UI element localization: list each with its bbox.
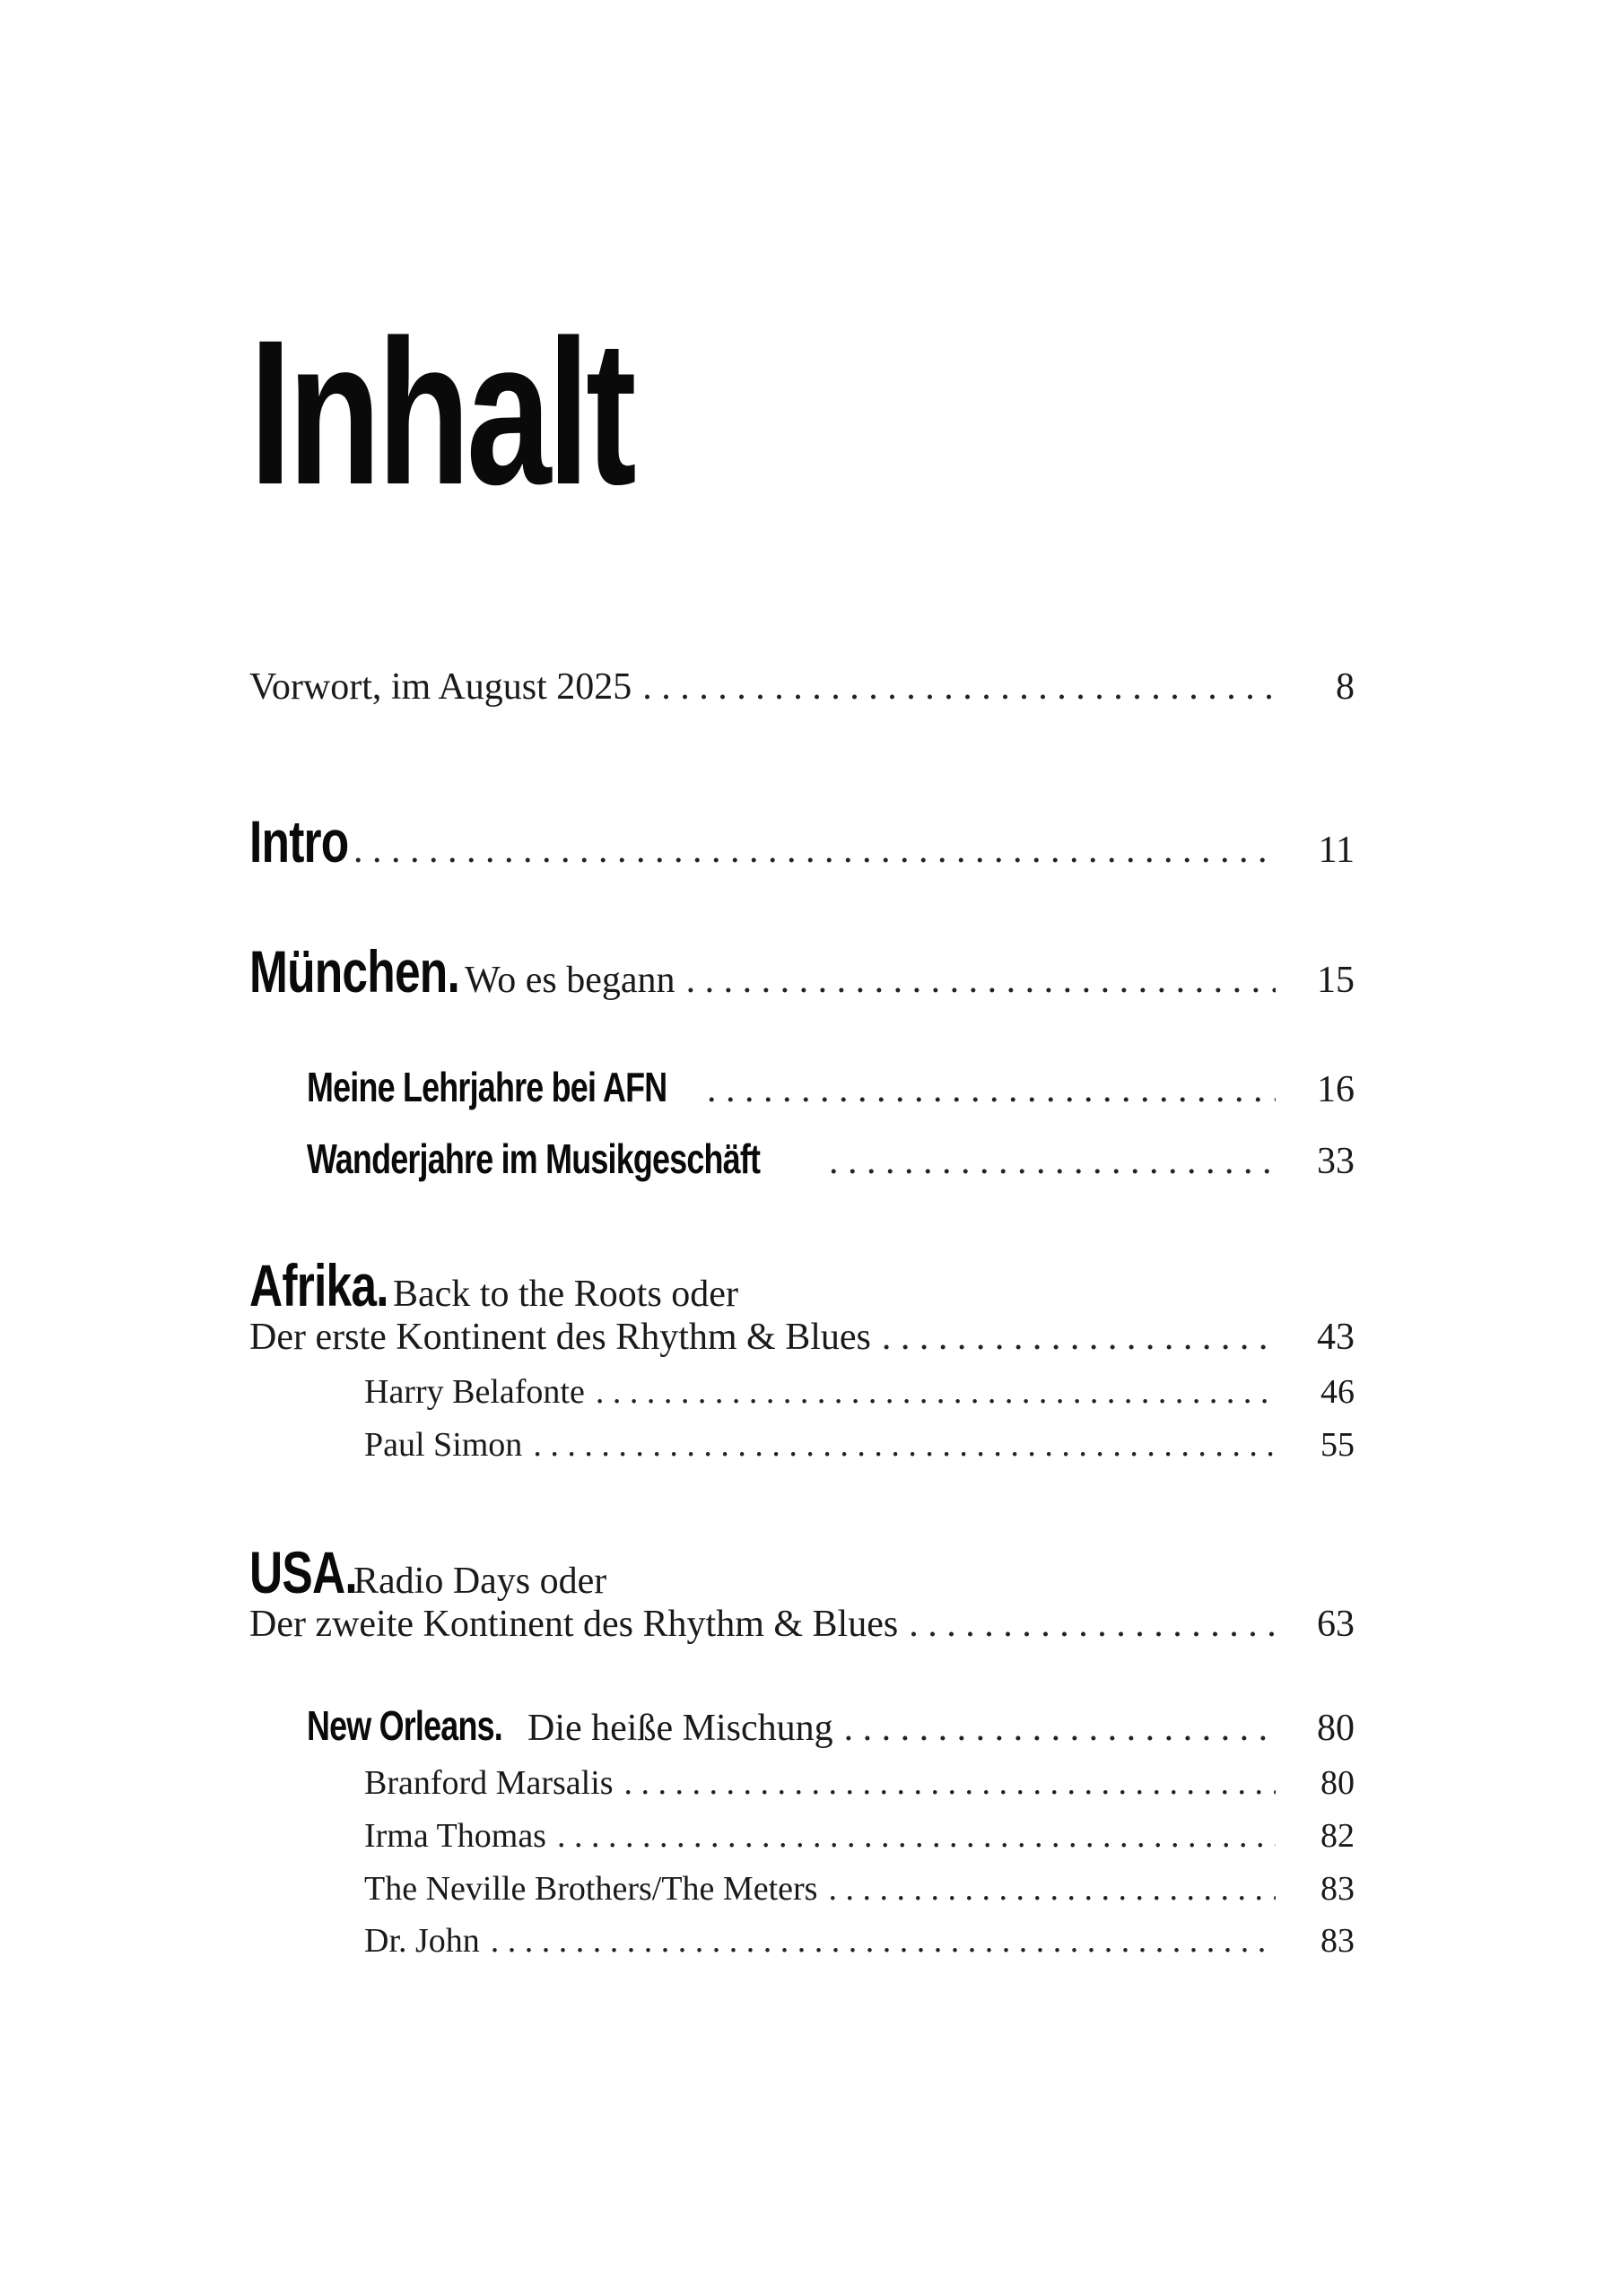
dot-leader (642, 665, 1276, 709)
page-number: 55 (1320, 1426, 1355, 1464)
entry-text: Back to the Roots oder (393, 1274, 738, 1315)
page-number: 80 (1317, 1708, 1355, 1749)
dot-leader (353, 829, 1276, 872)
page-title: Inhalt (249, 297, 633, 527)
toc-entry-muenchen[interactable] (249, 937, 1355, 1005)
page-number: 15 (1317, 960, 1355, 1001)
page-number: 83 (1320, 1922, 1355, 1960)
entry-heading: Wanderjahre im Musikgeschäft (307, 1135, 761, 1182)
dot-leader (844, 1707, 1276, 1750)
entry-text: Paul Simon (364, 1426, 523, 1464)
dot-leader (557, 1816, 1276, 1856)
entry-text: Radio Days oder (353, 1561, 607, 1602)
dot-leader (533, 1425, 1276, 1465)
page-number: 82 (1320, 1817, 1355, 1855)
toc-entry-usa-cont[interactable] (249, 1603, 1355, 1646)
entry-text: Harry Belafonte (364, 1373, 585, 1411)
toc-entry-afrika-cont[interactable] (249, 1316, 1355, 1359)
dot-leader (909, 1603, 1276, 1646)
page-number: 63 (1317, 1604, 1355, 1645)
entry-text: The Neville Brothers/The Meters (364, 1870, 818, 1908)
entry-heading: New Orleans. (307, 1702, 502, 1749)
toc-entry-usa[interactable] (249, 1538, 1355, 1606)
page-number: 11 (1318, 830, 1355, 871)
page-number: 33 (1317, 1141, 1355, 1182)
entry-heading: USA. (249, 1539, 357, 1605)
entry-text: Wo es begann (465, 960, 675, 1001)
dot-leader (829, 1140, 1276, 1183)
dot-leader (596, 1372, 1276, 1412)
dot-leader (686, 959, 1276, 1002)
dot-leader (491, 1921, 1276, 1961)
entry-text-continued: Der erste Kontinent des Rhythm & Blues (249, 1317, 871, 1358)
toc-entry-neville[interactable] (364, 1869, 1355, 1909)
entry-heading: München. (249, 938, 459, 1004)
entry-text: Dr. John (364, 1922, 480, 1960)
entry-text: Irma Thomas (364, 1817, 546, 1855)
toc-entry-drjohn[interactable] (364, 1921, 1355, 1961)
page-number: 80 (1320, 1764, 1355, 1802)
entry-heading: Meine Lehrjahre bei AFN (307, 1064, 667, 1110)
dot-leader (882, 1316, 1276, 1359)
page-number: 46 (1320, 1373, 1355, 1411)
entry-heading: Intro (249, 808, 349, 874)
toc-entry-wanderjahre[interactable] (307, 1135, 1355, 1183)
page-number: 83 (1320, 1870, 1355, 1908)
entry-text: Vorwort, im August 2025 (249, 666, 632, 708)
dot-leader (624, 1763, 1276, 1803)
entry-text-continued: Der zweite Kontinent des Rhythm & Blues (249, 1604, 899, 1645)
page-number: 43 (1317, 1317, 1355, 1358)
toc-entry-afrika[interactable] (249, 1251, 1355, 1319)
dot-leader (707, 1068, 1276, 1111)
entry-heading: Afrika. (249, 1252, 388, 1318)
toc-entry-intro[interactable] (249, 807, 1355, 875)
entry-text: Die heiße Mischung (527, 1708, 833, 1749)
toc-entry-thomas[interactable] (364, 1816, 1355, 1856)
toc-entry-vorwort[interactable] (249, 665, 1355, 709)
toc-entry-marsalis[interactable] (364, 1763, 1355, 1803)
dot-leader (828, 1869, 1276, 1909)
page-number: 16 (1317, 1069, 1355, 1110)
entry-text: Branford Marsalis (364, 1764, 614, 1802)
toc-entry-simon[interactable] (364, 1425, 1355, 1465)
toc-entry-neworleans[interactable] (307, 1701, 1355, 1750)
toc-entry-belafonte[interactable] (364, 1372, 1355, 1412)
toc-entry-lehrjahre[interactable] (307, 1063, 1355, 1111)
page-number: 8 (1336, 666, 1355, 708)
